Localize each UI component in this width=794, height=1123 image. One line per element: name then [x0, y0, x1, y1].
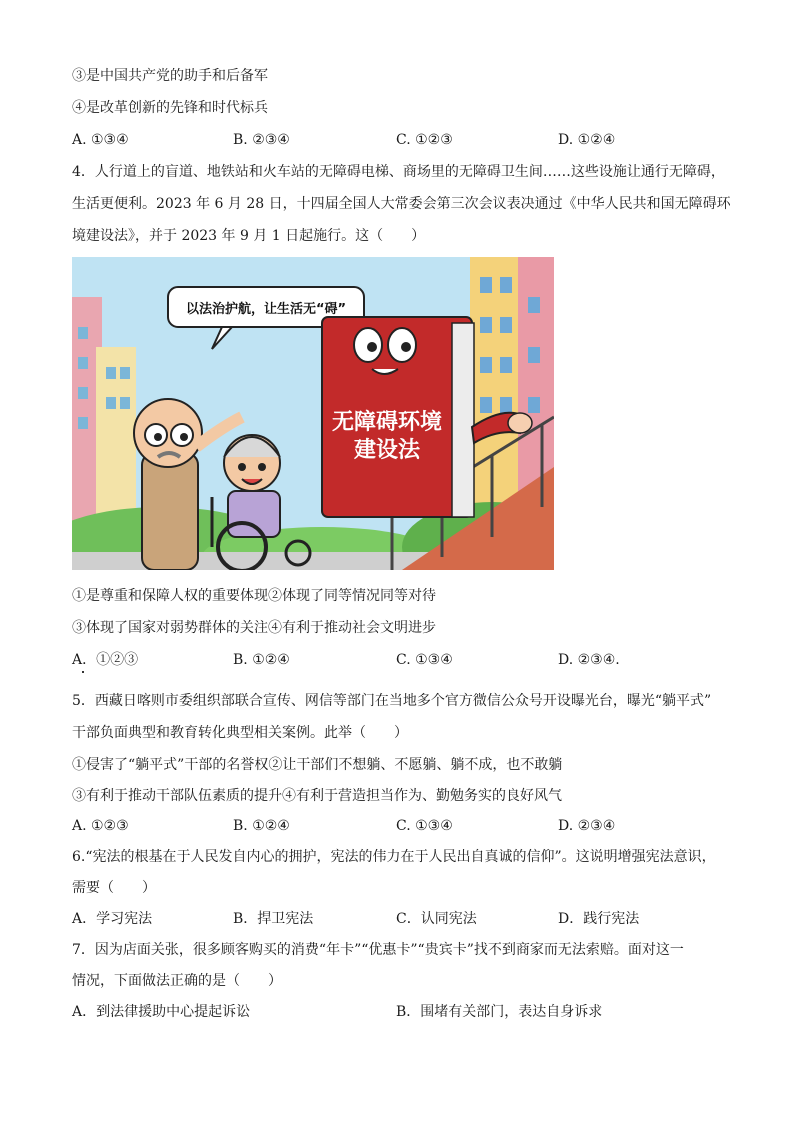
q7-option-a: A．到法律援助中心提起诉讼 — [72, 1004, 251, 1020]
q6-option-c: C．认同宪法 — [396, 911, 477, 927]
book-title-line-1: 无障碍环境 — [331, 410, 443, 435]
q7-option-b: B．围堵有关部门，表达自身诉求 — [396, 1004, 603, 1020]
q3-option-a: A. ①③④ — [72, 132, 129, 148]
q5-option-c: C. ①③④ — [396, 818, 453, 834]
q6-stem-line-1: 6.“宪法的根基在于人民发自内心的拥护，宪法的伟力在于人民出自真诚的信仰”。这说明增强宪法意识， — [72, 849, 716, 865]
q5-option-b: B. ①②④ — [233, 818, 290, 834]
q3-option-d: D. ①②④ — [558, 132, 616, 148]
book-title-line-2: 建设法 — [353, 438, 421, 463]
q4-stem-line-1: 4．人行道上的盲道、地铁站和火车站的无障碍电梯、商场里的无障碍卫生间……这些设施让通行无障碍， — [72, 164, 725, 180]
q5-statement-2: ③有利于推动干部队伍素质的提升④有利于营造担当作为、勤勉务实的良好风气 — [72, 788, 562, 804]
q4-option-a: A．①②③ — [72, 652, 139, 668]
q3-statement-3: ③是中国共产党的助手和后备军 — [72, 68, 268, 84]
q3-option-c: C. ①②③ — [396, 132, 453, 148]
q3-option-b: B. ②③④ — [233, 132, 290, 148]
q4-option-c: C. ①③④ — [396, 652, 453, 668]
q6-option-a: A．学习宪法 — [72, 911, 153, 927]
q3-statement-4: ④是改革创新的先锋和时代标兵 — [72, 100, 268, 116]
q7-stem-line-2: 情况，下面做法正确的是（ ） — [72, 973, 282, 989]
q6-option-d: D．践行宪法 — [558, 911, 640, 927]
q4-stem-line-2: 生活更便利。2023 年 6 月 28 日，十四届全国人大常委会第三次会议表决通过《中华人民共和国无障碍环 — [72, 196, 731, 212]
q5-statement-1: ①侵害了“躺平式”干部的名誉权②让干部们不想躺、不愿躺、躺不成，也不敢躺 — [72, 757, 563, 773]
q5-stem-line-2: 干部负面典型和教育转化典型相关案例。此举（ ） — [72, 725, 408, 741]
q5-option-a: A. ①②③ — [72, 818, 129, 834]
q5-option-d: D. ②③④ — [558, 818, 616, 834]
q4-option-d: D. ②③④. — [558, 652, 620, 668]
q6-option-b: B．捍卫宪法 — [233, 911, 314, 927]
q4-statement-2: ③体现了国家对弱势群体的关注④有利于推动社会文明进步 — [72, 620, 436, 636]
q4-statement-1: ①是尊重和保障人权的重要体现②体现了同等情况同等对待 — [72, 588, 436, 604]
q4-option-b: B. ①②④ — [233, 652, 290, 668]
q6-stem-line-2: 需要（ ） — [72, 880, 156, 896]
q4-cartoon-illustration — [72, 257, 554, 570]
q7-stem-line-1: 7．因为店面关张，很多顾客购买的消费“年卡”“优惠卡”“贵宾卡”找不到商家而无法索赔。面对这一 — [72, 942, 684, 958]
stray-mark — [82, 671, 84, 673]
speech-bubble-text: 以法治护航，让生活无“碍” — [185, 302, 347, 317]
q4-stem-line-3: 境建设法》，并于 2023 年 9 月 1 日起施行。这（ ） — [72, 228, 426, 244]
q5-stem-line-1: 5．西藏日喀则市委组织部联合宣传、网信等部门在当地多个官方微信公众号开设曝光台，曝光“躺平式” — [72, 693, 712, 709]
